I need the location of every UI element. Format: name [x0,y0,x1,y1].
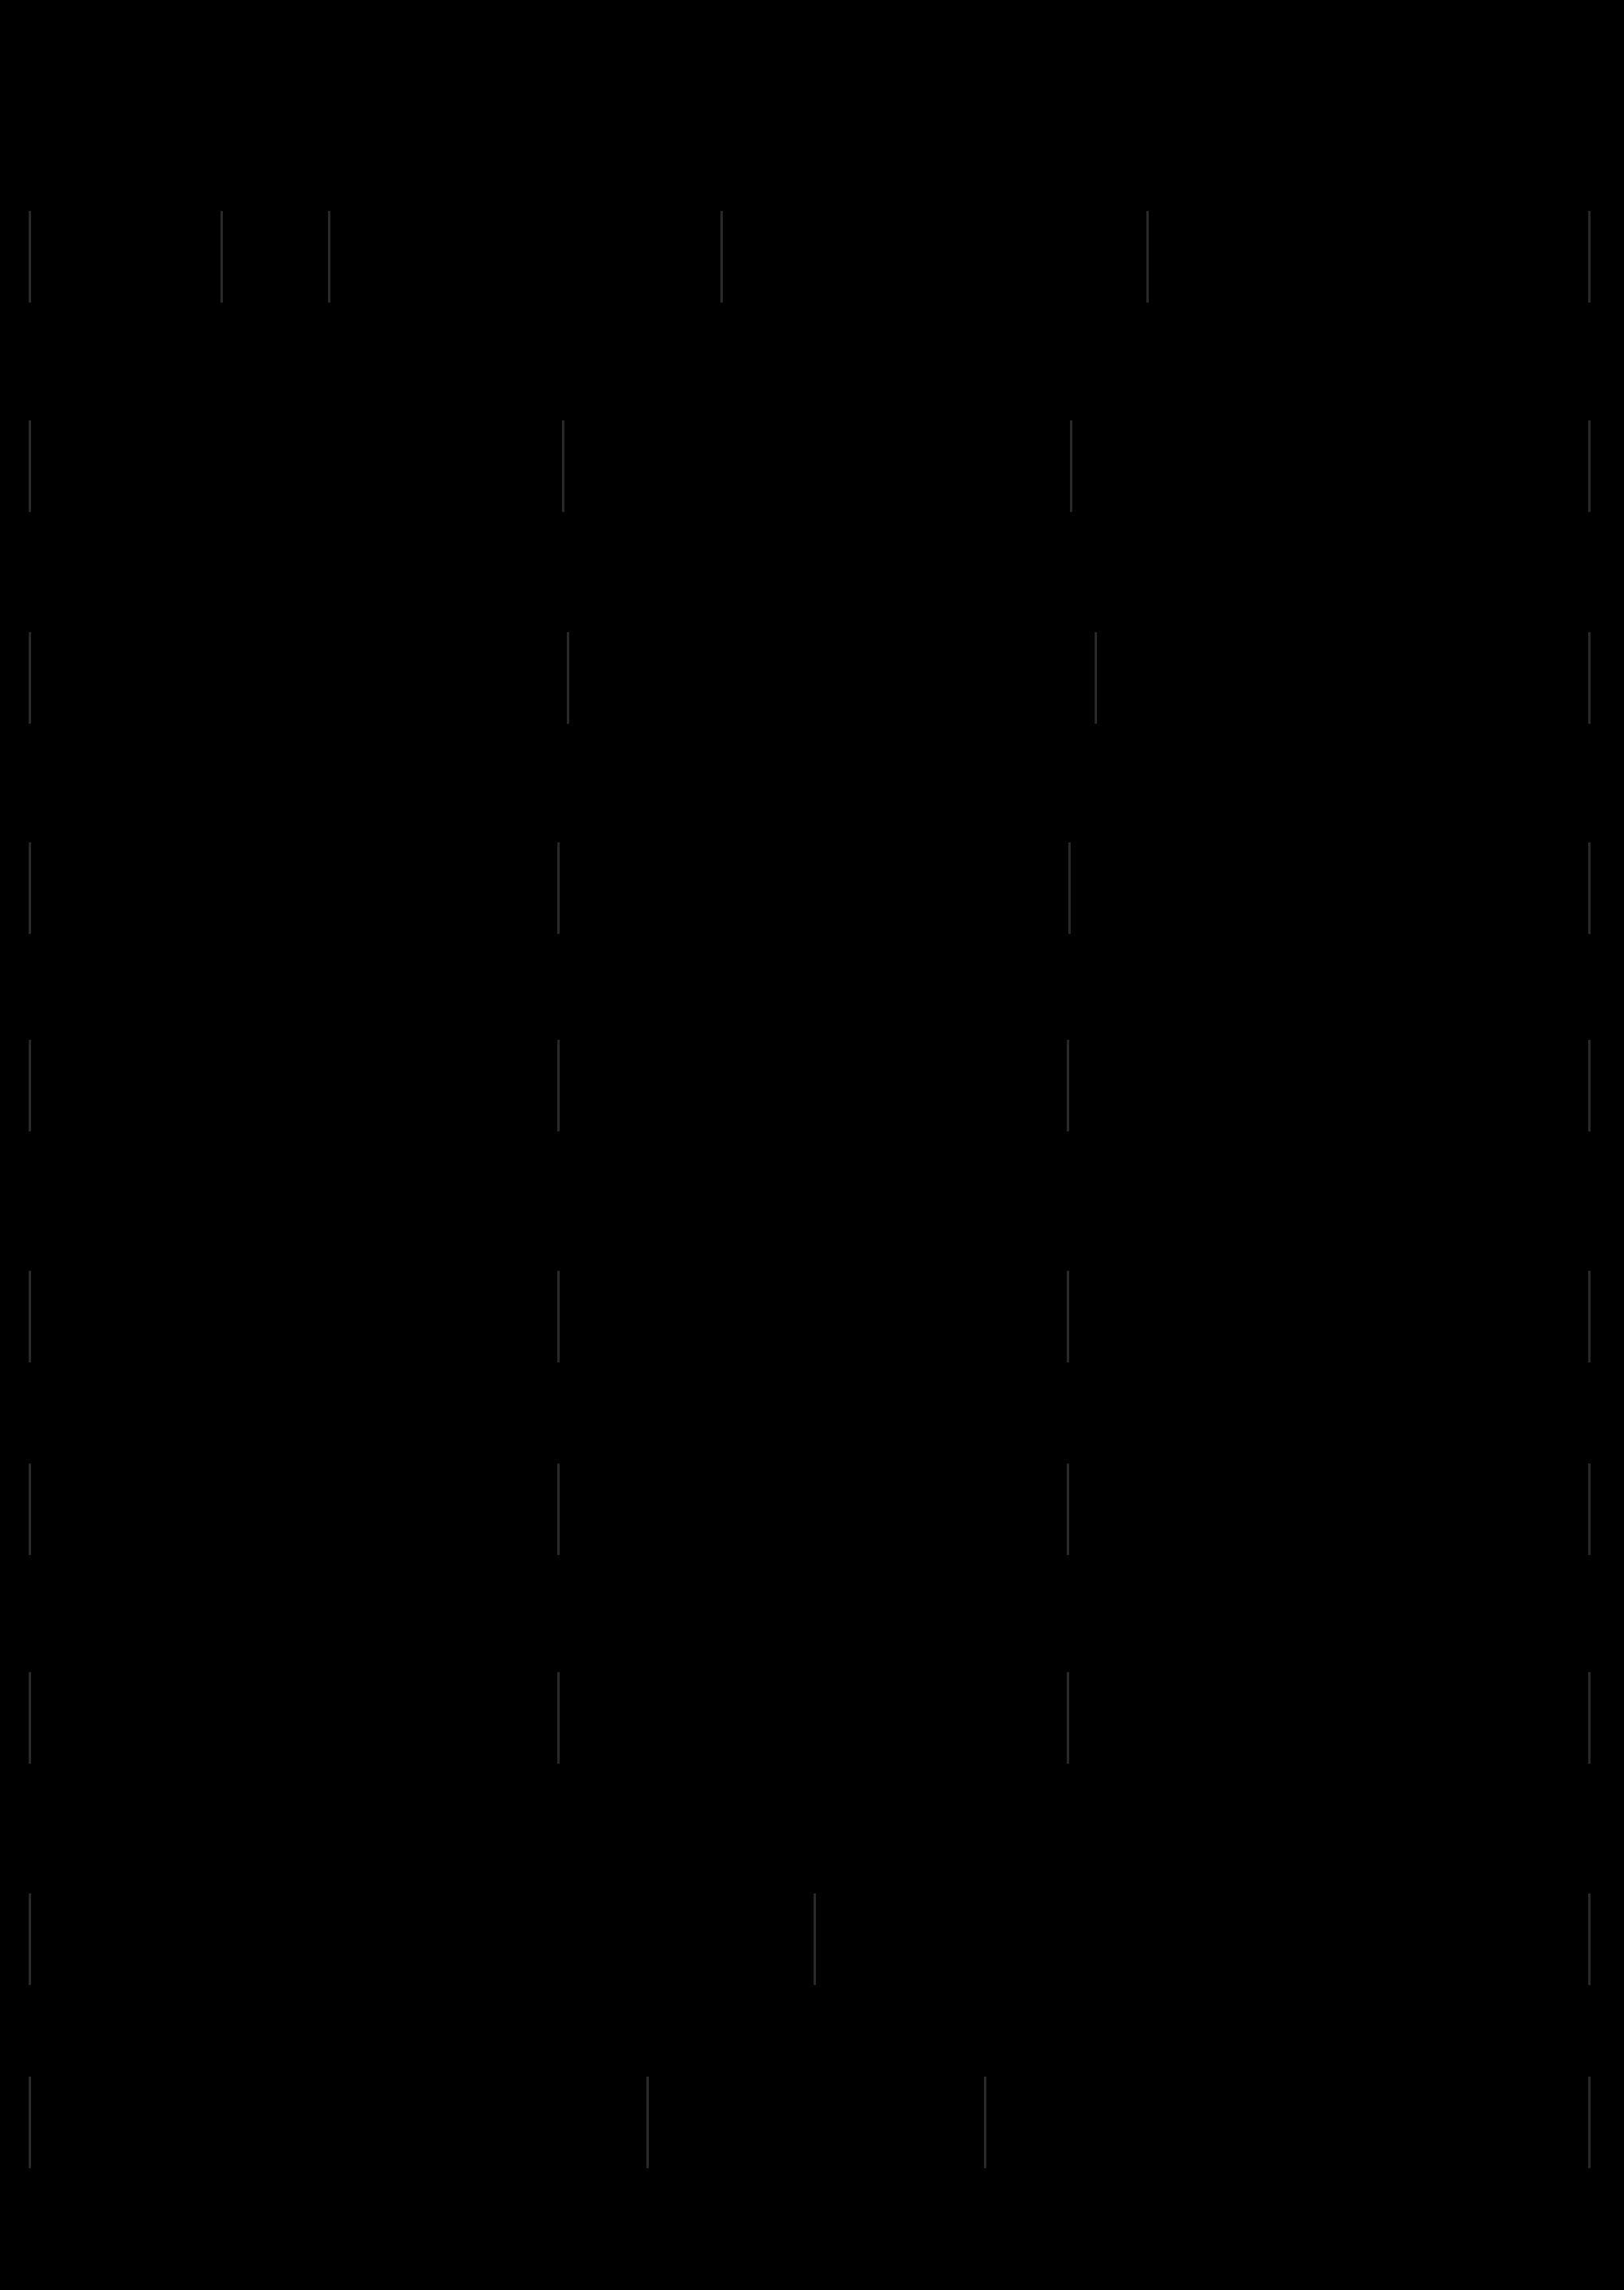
tick-mark [1067,1271,1069,1362]
tick-mark [29,632,31,724]
tick-mark [29,1672,31,1764]
tick-mark [221,211,223,303]
tick-mark [1146,211,1149,303]
tick-mark [29,2077,31,2168]
tick-mark [984,2077,986,2168]
tick-mark [1588,420,1591,512]
tick-mark [1588,632,1591,724]
tick-mark [1588,1463,1591,1555]
tick-mark [29,1893,31,1985]
tick-mark [1588,1271,1591,1362]
tick-mark [1067,1040,1069,1131]
tick-mark [557,1271,560,1362]
tick-mark [1068,842,1071,934]
tick-mark [562,420,564,512]
tick-mark [557,842,560,934]
tick-mark [557,1672,560,1764]
tick-mark [328,211,330,303]
tick-mark [29,1463,31,1555]
tick-mark [646,2077,649,2168]
tick-mark [1067,1463,1069,1555]
tick-mark [1588,211,1591,303]
tick-mark [557,1040,560,1131]
tick-mark [567,632,569,724]
tick-mark [814,1893,816,1985]
tick-mark [29,420,31,512]
tick-mark [1588,1893,1591,1985]
tick-mark [1588,842,1591,934]
tick-mark [1588,1672,1591,1764]
tick-mark [720,211,723,303]
tick-mark [1067,1672,1069,1764]
tick-mark [1095,632,1097,724]
tick-mark [1588,2077,1591,2168]
tick-mark [29,1271,31,1362]
tick-mark [29,211,31,303]
tick-mark [1070,420,1072,512]
tick-mark [29,842,31,934]
tick-mark [557,1463,560,1555]
tick-mark [29,1040,31,1131]
tick-mark [1588,1040,1591,1131]
